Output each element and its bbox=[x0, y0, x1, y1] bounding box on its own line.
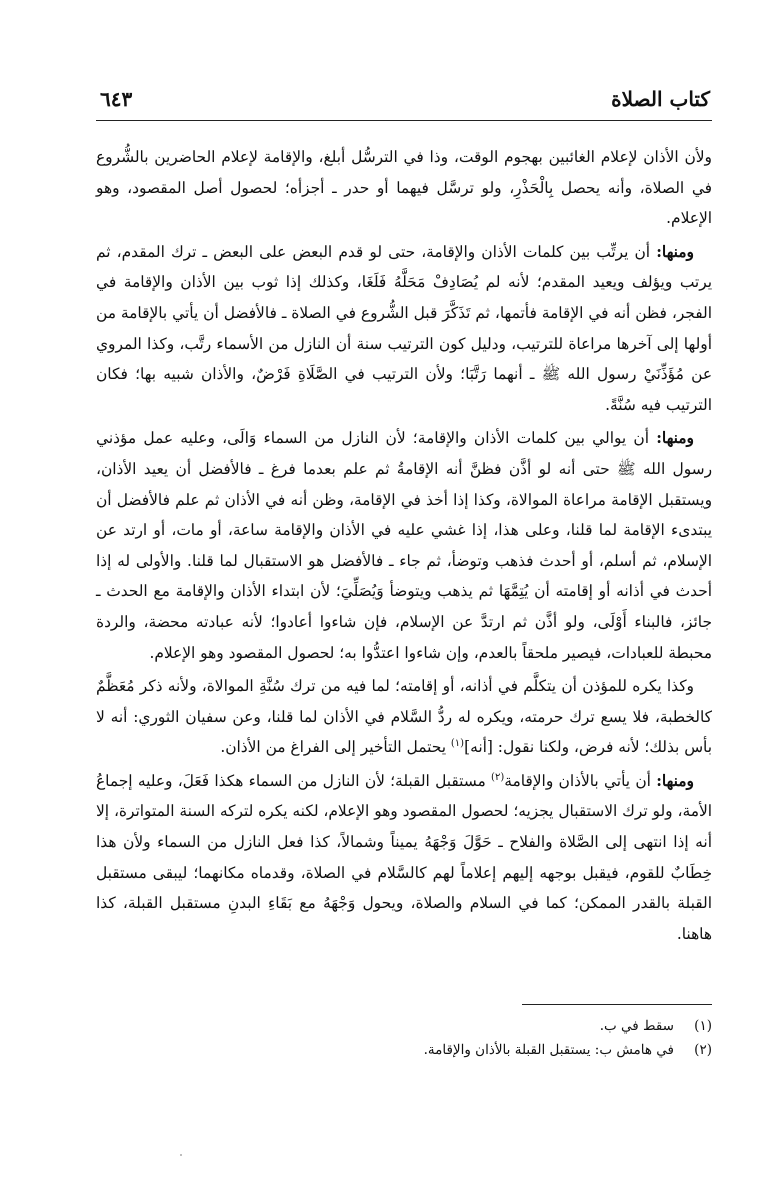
paragraph-3-text: أن يوالي بين كلمات الأذان والإقامة؛ لأن النازل من السماء وَالَى، وعليه عمل مؤذني رسول الله ﷺ حتى أنه لو أذَّن فظنَّ أنه الإقامةُ ثم علم بعدما فرغ ـ فالأفضل أن يعيد الأذان، ويستقبل الإقامة مراعاة الموالاة، وكذا إذا أخذ في الإقامة، وظن أنه في الأذان ثم علم فالأفضل أن يبتدىء الإقامة لما قلنا، وعلى هذا، إذا غشي عليه في الأذان والإقامة ساعة، أو مات، أو ارتد عن الإسلام، ثم أسلم، أو أحدث فذهب وتوضأ، ثم جاء ـ فالأفضل هو الاستقبال لما قلنا. والأولى له إذا أحدث في أذانه أو إقامته أن يُتِمَّهَا ثم يذهب ويتوضأ وَيُصَلِّيَ؛ لأن ابتداء الأذان والإقامة مع الحدث ـ جائز، فالبناء أَوْلَى، ولو أذَّن ثم ارتدَّ عن الإسلام، فإن شاءوا أعادوا؛ لأنه عبادته محضة، والردة محبطة للعبادات، فيصير ملحقاً بالعدم، وإن شاءوا اعتدُّوا به؛ لحصول المقصود وهو الإعلام. bbox=[96, 429, 712, 662]
paragraph-2 bbox=[96, 237, 712, 421]
footnote-1 bbox=[96, 1014, 712, 1038]
paragraph-5-text-a: أن يأتي بالأذان والإقامة bbox=[504, 771, 657, 790]
paragraph-5 bbox=[96, 766, 712, 950]
header-rule bbox=[96, 120, 712, 121]
paragraph-2-lead: ومنها: bbox=[656, 242, 694, 261]
paragraph-4 bbox=[96, 671, 712, 763]
paragraph-1: ولأن الأذان لإعلام الغائبين بهجوم الوقت، وذا في الترسُّل أبلغ، والإقامة لإعلام الحاضرين بالشُّروع في الصلاة، وأنه يحصل بِالْحَذْرِ، ولو ترسَّل فيهما أو حدر ـ أجزأه؛ لحصول أصل المقصود، وهو الإعلام. bbox=[96, 148, 712, 228]
page-number: ٦٤٣ bbox=[100, 87, 133, 111]
scan-speck bbox=[180, 1154, 182, 1156]
footnote-1-text: سقط في ب. bbox=[599, 1018, 674, 1034]
paragraph-4-tail: يحتمل التأخير إلى الفراغ من الأذان. bbox=[220, 738, 451, 757]
footnotes bbox=[96, 1014, 712, 1062]
footnote-ref-2[interactable]: (٢) bbox=[491, 771, 505, 783]
paragraph-5-text-b: مستقبل القبلة؛ لأن النازل من السماء هكذا فَعَلَ، وعليه إجماعُ الأمة، ولو ترك الاستقبال يجزيه؛ لحصول المقصود وهو الإعلام، لكنه يكره لتركه السنة المتواترة، إلا أنه إذا انتهى إلى الصَّلاة والفلاح ـ حَوَّلَ وَجْهَهُ يميناً وشمالاً، كذا فعل النازل من السماء ولأن هذا خِطَابٌ للقوم، فيقبل بوجهه إليهم إعلاماً لهم كالسَّلام في الصلاة، وقدماه مكانهما؛ ليبقى مستقبل القبلة بالقدر الممكن؛ كما في السلام والصلاة، ويحول وَجْهَهُ مع بَقَاءِ البدنِ مستقبل القبلة، كذا هاهنا. bbox=[96, 771, 712, 943]
paragraph-3-lead: ومنها: bbox=[656, 429, 694, 448]
paragraph-5-lead: ومنها: bbox=[656, 771, 694, 790]
footnote-2-number: (٢) bbox=[694, 1042, 712, 1058]
main-text bbox=[96, 142, 712, 949]
footnote-2 bbox=[96, 1038, 712, 1062]
footnote-separator bbox=[522, 1004, 712, 1005]
chapter-title: كتاب الصلاة bbox=[611, 87, 710, 111]
footnote-2-text: في هامش ب: يستقبل القبلة بالأذان والإقامة. bbox=[423, 1042, 674, 1058]
running-head bbox=[100, 84, 710, 114]
footnote-ref-1[interactable]: (١) bbox=[450, 738, 465, 750]
paragraph-3 bbox=[96, 423, 712, 668]
footnote-1-number: (١) bbox=[694, 1018, 712, 1034]
paragraph-4-text: وكذا يكره للمؤذن أن يتكلَّم في أذانه، أو إقامته؛ لما فيه من ترك سُنَّةِ الموالاة، ولأنه ذكر مُعَظَّمٌ كالخطبة، فلا يسع ترك حرمته، ويكره له ردُّ السَّلام في الأذان لما قلنا، وعن سفيان الثوري: أنه لا بأس بذلك؛ لأنه فرض، ولكنا نقول: [أنه] bbox=[96, 677, 712, 757]
paragraph-2-text: أن يرتِّب بين كلمات الأذان والإقامة، حتى لو قدم البعض على البعض ـ ترك المقدم، ثم يرتب ويؤلف ويعيد المقدم؛ لأنه لم يُصَادِفْ مَحَلَّهُ فَلَغَا، وكذلك إذا ثوب بين الأذان والإقامة في الفجر، فظن أنه في الإقامة فأتمها، ثم تَذَكَّرَ قبل الشُّروع في الصلاة ـ فالأفضل أن يأتي بالإقامة من أولها إلى آخرها مراعاة للترتيب، ودليل كون الترتيب سنة أن النازل من الأسماء رتَّب، وكذا المروي عن مُؤَذِّنَيْ رسول الله ﷺ ـ أنهما رَتَّبَا؛ ولأن الترتيب في الصَّلَاةِ فَرْضٌ، والأذان شبيه بها؛ فكان الترتيب فيه سُنَّةً. bbox=[96, 242, 712, 414]
